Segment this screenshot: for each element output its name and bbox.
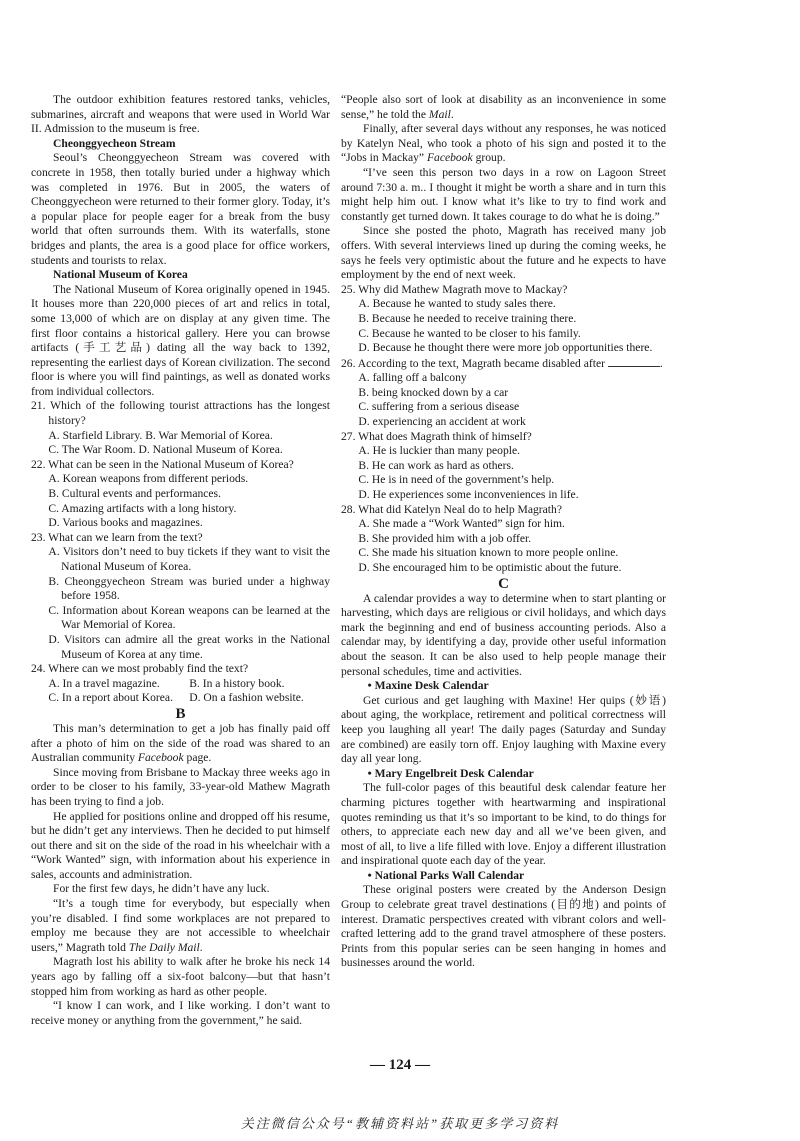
question-28: 28. What did Katelyn Neal do to help Magrath? bbox=[341, 502, 562, 516]
paragraph: “I’ve seen this person two days in a row on Lagoon Street around 7:30 a. m.. I thought it might be worth a share and in turn this might help him out. I know what it’s like to try to find work and constantly get turned down. It takes courage to do what he is doing.” bbox=[341, 165, 666, 223]
question-options: C. The War Room. D. National Museum of Korea. bbox=[48, 443, 283, 457]
question-27: 27. What does Magrath think of himself? bbox=[341, 429, 532, 443]
calendar-heading: • Maxine Desk Calendar bbox=[367, 679, 489, 693]
option: B. She provided him with a job offer. bbox=[358, 531, 532, 545]
right-column bbox=[341, 93, 666, 971]
paragraph: The National Museum of Korea originally opened in 1945. It houses more than 220,000 pieces of art and relics in total, some 13,000 of which are on display at any given time. The first floor contains a historical gallery. Here you can browse artifacts (手工艺品) dating all the way back to 1392, representing the earliest days of Korean civilization. The second floor is where you will find paintings, as well as donated works from individual collectors. bbox=[31, 282, 330, 398]
section-b-heading: B bbox=[175, 705, 186, 722]
option: B. Because he needed to receive training there. bbox=[358, 311, 577, 325]
calendar-heading: • Mary Engelbreit Desk Calendar bbox=[367, 766, 534, 780]
option: D. Visitors can admire all the great works in the National Museum of Korea at any time. bbox=[48, 632, 330, 661]
page-number: — 124 — bbox=[370, 1057, 430, 1073]
section-c-heading: C bbox=[498, 575, 509, 592]
left-column bbox=[31, 93, 330, 1028]
question-25: 25. Why did Mathew Magrath move to Mackay? bbox=[341, 282, 568, 296]
option: C. In a report about Korea. bbox=[48, 691, 173, 705]
paragraph: “It’s a tough time for everybody, but especially when you’re disabled. I find some workplaces are not prepared to employ me because they are not accessible to wheelchair users,” Magrath told The Daily Mail. bbox=[31, 897, 330, 954]
option: B. Cheonggyecheon Stream was buried under a highway before 1958. bbox=[48, 574, 330, 603]
paragraph: This man’s determination to get a job has finally paid off after a photo of him on the side of the road was shared to an Australian community Facebook page. bbox=[31, 721, 330, 765]
paragraph: “I know I can work, and I like working. I don’t want to receive money or anything from the government,” he said. bbox=[31, 999, 330, 1027]
option: D. Because he thought there were more job opportunities there. bbox=[358, 341, 653, 355]
paragraph: Seoul’s Cheonggyecheon Stream was covered with concrete in 1958, then totally buried under a highway which was completed in 1976. But in 2005, the waters of Cheonggyecheon were returned to their former glory. Today, it’s a popular place for people eager for a break from the busy world that often surrounds them. With its waterfalls, stone bridges and plants, the area is a good place for office workers, students and tourists to relax. bbox=[31, 151, 330, 267]
question-23: 23. What can we learn from the text? bbox=[31, 530, 203, 544]
paragraph: Magrath lost his ability to walk after he broke his neck 14 years ago by falling off a six-foot balcony—but that hasn’t stopped him from working as hard as other people. bbox=[31, 955, 330, 998]
section-heading: Cheonggyecheon Stream bbox=[53, 136, 176, 150]
question-22: 22. What can be seen in the National Museum of Korea? bbox=[31, 457, 294, 471]
option: D. He experiences some inconveniences in life. bbox=[358, 488, 579, 502]
paragraph: These original posters were created by the Anderson Design Group to celebrate great travel destinations (目的地) and points of interest. Dramatic perspectives created with vibrant colors and well-crafted lettering add to the grand travel atmosphere of these posters. Prints from this popular series can be seen hanging in homes and businesses around the world. bbox=[341, 883, 666, 970]
paragraph: Finally, after several days without any responses, he was noticed by Katelyn Neal, who took a photo of his sign and posted it to the “Jobs in Mackay” Facebook group. bbox=[341, 122, 666, 165]
option: B. In a history book. bbox=[189, 676, 285, 690]
option: C. suffering from a serious disease bbox=[358, 400, 520, 414]
option: D. Various books and magazines. bbox=[48, 516, 203, 530]
option: D. On a fashion website. bbox=[189, 691, 304, 705]
option: D. experiencing an accident at work bbox=[358, 415, 526, 429]
paragraph: Since moving from Brisbane to Mackay three weeks ago in order to be closer to his family, 33-year-old Mathew Magrath has been trying to find a job. bbox=[31, 765, 330, 808]
calendar-heading: • National Parks Wall Calendar bbox=[367, 868, 525, 882]
option: B. Cultural events and performances. bbox=[48, 487, 221, 501]
footer-note: 关注微信公众号“教辅资料站”获取更多学习资料 bbox=[240, 1116, 560, 1131]
paragraph: A calendar provides a way to determine when to start planting or harvesting, which days are religious or civil holidays, and which days mark the beginning and end of business accounting periods. Also a calendar may, by identifying a day, provide other useful information about the season. It can be also used to help people manage their personal schedules, time and activities. bbox=[341, 591, 666, 678]
paragraph: Get curious and get laughing with Maxine! Her quips (妙语) about aging, the workplace, retirement and political correctness will keep you laughing all year! The daily pages (Saturday and Sunday are combined) are easily torn off. Enjoy laughing with Maxine every day all year long. bbox=[341, 693, 666, 766]
question-options: A. Starfield Library. B. War Memorial of Korea. bbox=[48, 428, 273, 442]
paragraph: The outdoor exhibition features restored tanks, vehicles, submarines, aircraft and weapons that were used in World War II. Admission to the museum is free. bbox=[31, 93, 330, 136]
option: A. Because he wanted to study sales there. bbox=[358, 297, 556, 311]
option: B. being knocked down by a car bbox=[358, 385, 509, 399]
option: A. Visitors don’t need to buy tickets if they want to visit the National Museum of Korea. bbox=[48, 545, 330, 573]
paragraph: For the first few days, he didn’t have any luck. bbox=[53, 882, 270, 896]
answer-blank bbox=[608, 356, 660, 367]
option: C. Because he wanted to be closer to his family. bbox=[358, 326, 581, 340]
option: C. He is in need of the government’s help. bbox=[358, 473, 555, 487]
question-24: 24. Where can we most probably find the text? bbox=[31, 662, 249, 676]
option-row bbox=[31, 677, 330, 692]
paragraph: The full-color pages of this beautiful desk calendar feature her charming pictures together with heartwarming and inspirational quotes reminding us that it’s so important to be kind, to do things for others, to appreciate each new day and all we’ve been given, and most of all, to live a life filled with love. Enjoy a different illustration and inspirational quote each day of the year. bbox=[341, 781, 666, 868]
paragraph: Since she posted the photo, Magrath has received many job offers. With several interviews lined up during the coming weeks, he says he feels very optimistic about the future and he expects to have employment by the end of next week. bbox=[341, 224, 666, 282]
option: C. She made his situation known to more people online. bbox=[358, 546, 619, 560]
section-heading: National Museum of Korea bbox=[53, 268, 188, 282]
paragraph: He applied for positions online and dropped off his resume, but he didn’t get any interviews. Then he decided to put himself out there and sit on the side of the road in his wheelchair with a “Work Wanted” sign, with information about his experience in sales, accounts and administration. bbox=[31, 809, 330, 881]
option: A. falling off a balcony bbox=[358, 371, 467, 385]
option: B. He can work as hard as others. bbox=[358, 458, 514, 472]
option: A. In a travel magazine. bbox=[48, 676, 160, 690]
option: C. Amazing artifacts with a long history. bbox=[48, 501, 237, 515]
question-21: 21. Which of the following tourist attractions has the longest history? bbox=[31, 399, 330, 428]
paragraph: “People also sort of look at disability as an inconvenience in some sense,” he told the Mail. bbox=[341, 93, 666, 121]
option: C. Information about Korean weapons can be learned at the War Memorial of Korea. bbox=[48, 603, 330, 632]
option: A. Korean weapons from different periods. bbox=[48, 472, 249, 486]
question-26: 26. According to the text, Magrath became disabled after . bbox=[341, 356, 663, 370]
option: A. He is luckier than many people. bbox=[358, 444, 521, 458]
option: A. She made a “Work Wanted” sign for him. bbox=[358, 517, 565, 531]
option: D. She encouraged him to be optimistic about the future. bbox=[358, 561, 622, 574]
option-row bbox=[31, 691, 330, 706]
